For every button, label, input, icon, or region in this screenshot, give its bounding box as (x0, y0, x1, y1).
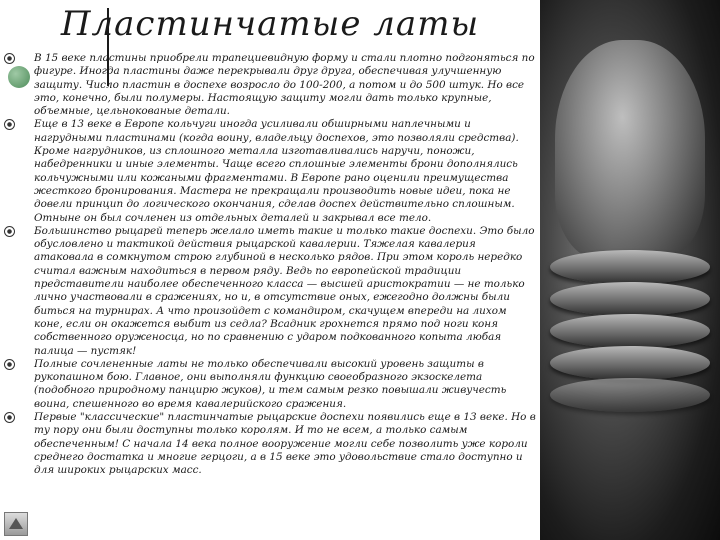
bullet-text: В 15 веке пластины приобрели трапециевидную форму и стали плотно подгоняться по фигуре. Иногда пластины даже перекрывали друг друга, обеспечивая улучшенную защиту. Число пластин в доспехе возросло до 100-200, а потом и до 500 штук. Но все это, конечно, были полумеры. Настоящую защиту могли дать только крупные, объемные, цельнокованые детали. (34, 52, 535, 118)
bullet-item (0, 411, 540, 477)
armor-tasset-plate (550, 314, 710, 348)
bullet-icon (4, 226, 15, 237)
bullet-icon (4, 53, 15, 64)
bullet-text: Большинство рыцарей теперь желало иметь такие и только такие доспехи. Это было обусловлено и тактикой действия рыцарской кавалерии. Тяжелая кавалерия атаковала в сомкнутом строю глубиной в несколько рядов. При этом король нередко считал важным находиться в первом ряду. Ведь по европейской традиции представители наиболее обеспеченного класса — высшей аристократии — не только лично участвовали в сражениях, но и, в отсутствие оных, ежегодно должны были биться на турнирах. А что произойдет с командиром, скачущем впереди на лихом коне, если он окажется выбит из седла? Всадник грохнется прямо под ноги коня собственного оруженосца, но по сравнению с ударом подкованного копыта любая палица — пустяк! (34, 224, 535, 357)
bullet-item (0, 225, 540, 358)
bullet-icon (4, 359, 15, 370)
bullet-text: Первые "классические" пластинчатые рыцарские доспехи появились еще в 13 веке. Но в ту пору они были доступны только королям. И то не всем, а только самым обеспеченным! С начала 14 века полное вооружение могли себе позволить уже короли среднего достатка и многие герцоги, а в 15 веке это удовольствие стало доступно и для широких рыцарских масс. (34, 411, 536, 477)
bullet-item (0, 52, 540, 118)
bullet-icon (4, 412, 15, 423)
bullet-text: Еще в 13 веке в Европе кольчуги иногда усиливали обширными наплечными и нагрудными пластинами (когда воину, владельцу доспехов, это позволяли средства). Кроме нагрудников, из сплошного металла изготавливались наручи, поножи, набедренники и иные элементы. Чаще всего сплошные элементы брони дополнялись кольчужными или кожаными фрагментами. В Европе рано оценили преимущества жесткого бронирования. Мастера не прекращали производить новые идеи, пока не довели принцип до логического окончания, сделав доспех действительно сплошным. Отныне он был сочленен из отдельных деталей и закрывал все тело. (34, 118, 519, 224)
bullet-item (0, 118, 540, 224)
armor-breastplate (555, 40, 705, 260)
bullet-icon (4, 119, 15, 130)
slide-content (0, 52, 540, 478)
armor-tasset-plate (550, 346, 710, 380)
bullet-text: Полные сочлененные латы не только обеспечивали высокий уровень защиты в рукопашном бою. Главное, они выполняли функцию своеобразного экзоскелета (подобного природному панцирю жуков), и тем самым резко повышали живучесть воина, спешенного во время кавалерийского сражения. (34, 357, 507, 410)
slide-title: Пластинчатые латы (60, 4, 480, 44)
armor-tasset-plate (550, 378, 710, 412)
armor-photo (540, 0, 720, 540)
armor-tasset-plate (550, 282, 710, 316)
home-nav-icon[interactable] (4, 512, 28, 536)
bullet-item (0, 358, 540, 411)
armor-tasset-plate (550, 250, 710, 284)
